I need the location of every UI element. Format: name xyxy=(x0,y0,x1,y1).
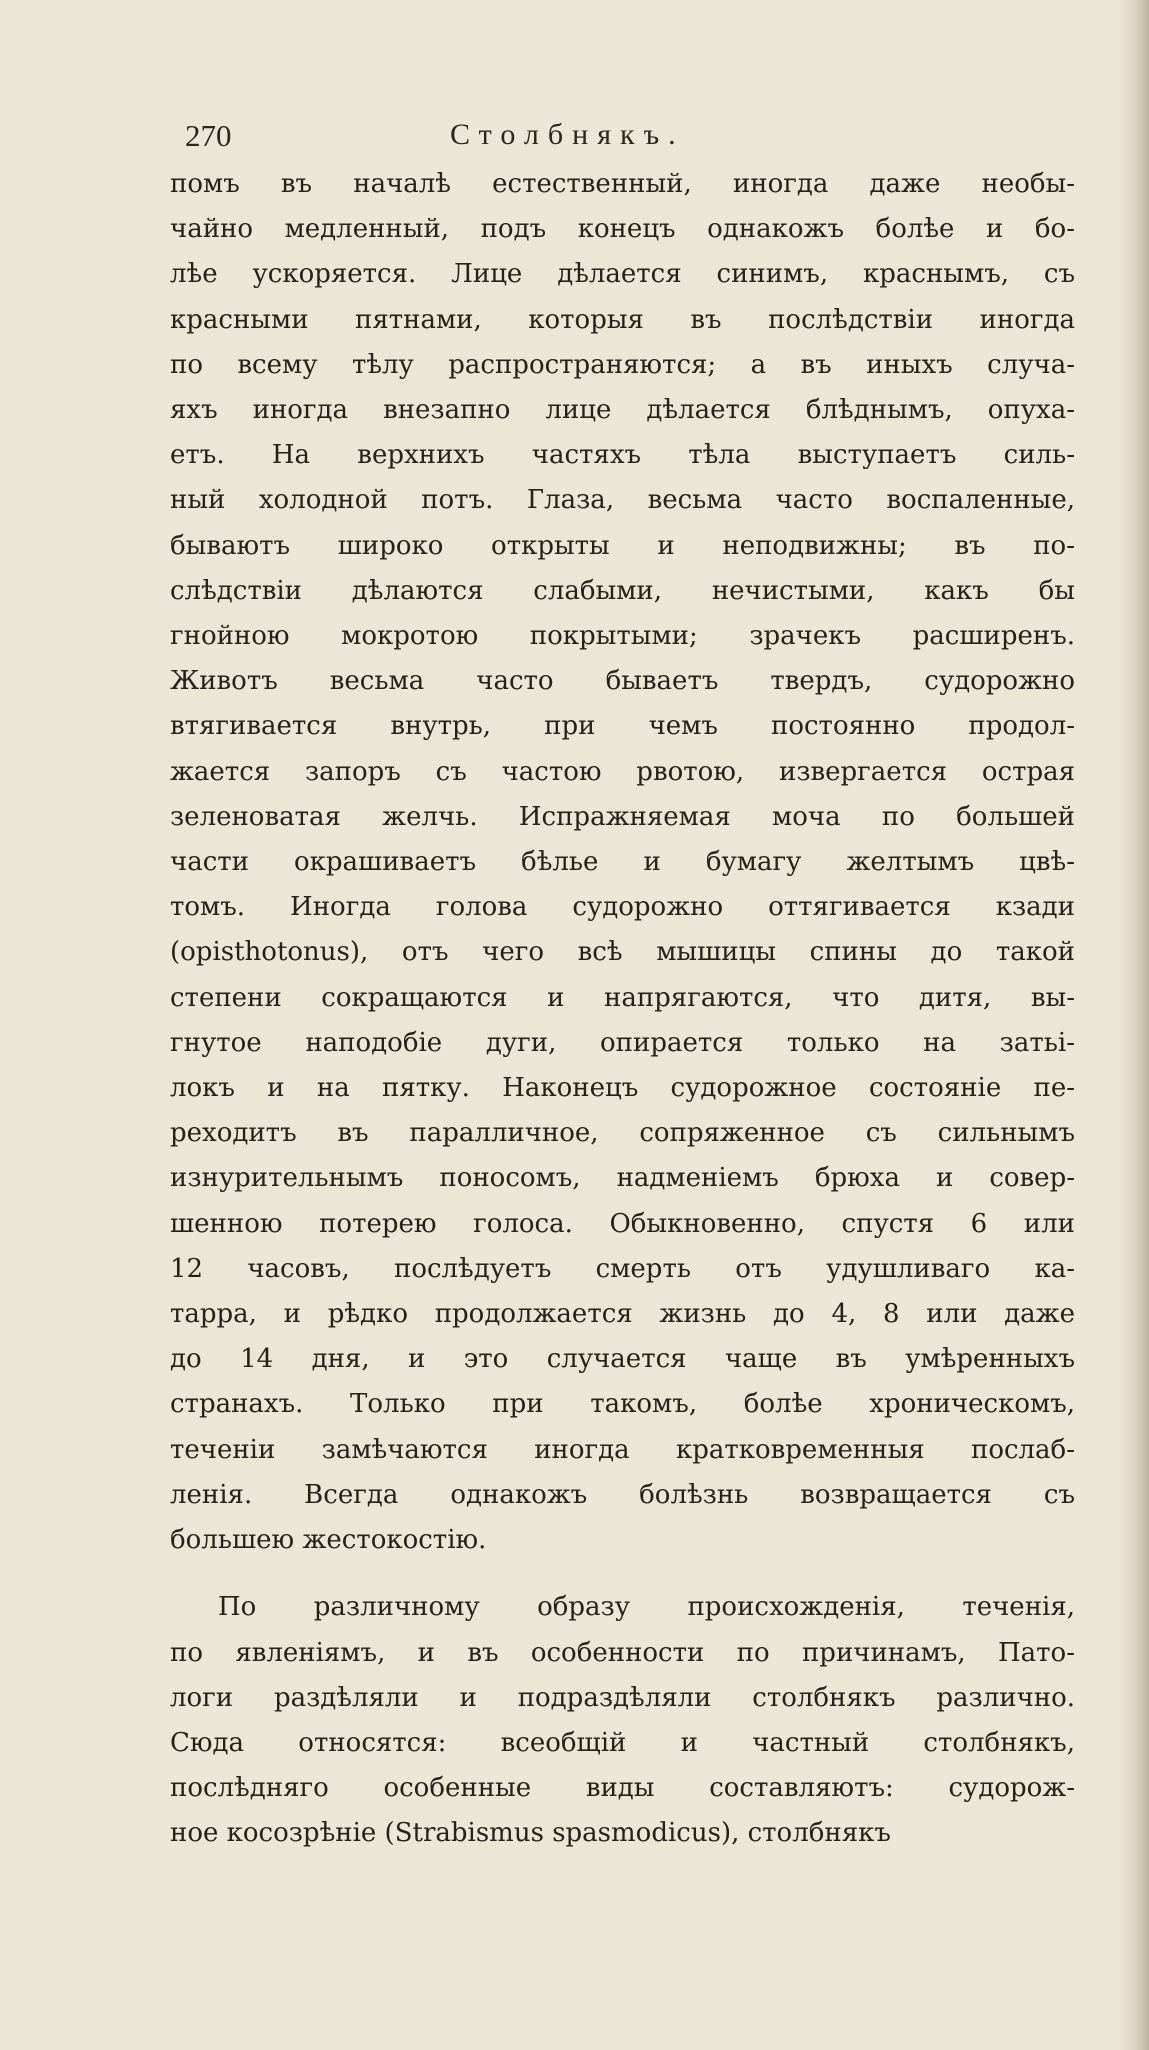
paragraph-1 xyxy=(170,162,1075,1563)
body-text xyxy=(170,162,1075,1857)
text-line: ленія. Всегда однакожъ болѣзнь возвращается съ xyxy=(170,1479,1075,1510)
text-line: слѣдствіи дѣлаются слабыми, нечистыми, какъ бы xyxy=(170,575,1075,606)
text-line: красными пятнами, которыя въ послѣдствіи иногда xyxy=(170,304,1075,335)
text-line: послѣдняго особенные виды составляютъ: судорож- xyxy=(170,1773,1075,1804)
text-line: етъ. На верхнихъ частяхъ тѣла выступаетъ силь- xyxy=(170,440,1075,471)
text-line: 12 часовъ, послѣдуетъ смерть отъ удушливаго ка- xyxy=(170,1253,1075,1284)
text-line: ное косозрѣніе (Strabismus spasmodicus), столбнякъ xyxy=(170,1818,891,1849)
text-line: теченіи замѣчаются иногда кратковременныя послаб- xyxy=(170,1434,1075,1465)
paragraph-2 xyxy=(170,1585,1075,1856)
text-line: (opisthotonus), отъ чего всѣ мышицы спины до такой xyxy=(170,937,1075,968)
page-number: 270 xyxy=(185,118,232,153)
text-line: зеленоватая желчь. Испражняемая моча по большей xyxy=(170,801,1075,832)
text-line: ный холодной потъ. Глаза, весьма часто воспаленные, xyxy=(170,485,1075,516)
text-line: бываютъ широко открыты и неподвижны; въ по- xyxy=(170,530,1075,561)
text-line: до 14 дня, и это случается чаще въ умѣренныхъ xyxy=(170,1344,1075,1375)
text-line: реходитъ въ паралличное, сопряженное съ сильнымъ xyxy=(170,1118,1075,1149)
text-line: гнойною мокротою покрытыми; зрачекъ расширенъ. xyxy=(170,621,1075,652)
text-line: большею жестокостію. xyxy=(170,1525,487,1556)
text-line: степени сокращаются и напрягаются, что дитя, вы- xyxy=(170,982,1075,1013)
text-line: странахъ. Только при такомъ, болѣе хроническомъ, xyxy=(170,1389,1075,1420)
text-line: по явленіямъ, и въ особенности по причинамъ, Пато- xyxy=(170,1637,1075,1668)
text-line: изнурительнымъ поносомъ, надменіемъ брюха и совер- xyxy=(170,1163,1075,1194)
text-line: яхъ иногда внезапно лице дѣлается блѣднымъ, опуха- xyxy=(170,395,1075,426)
text-line: тарра, и рѣдко продолжается жизнь до 4, 8 или даже xyxy=(170,1299,1075,1330)
text-line: гнутое наподобіе дуги, опирается только на затьі- xyxy=(170,1027,1075,1058)
text-line: логи раздѣляли и подраздѣляли столбнякъ различно. xyxy=(170,1682,1075,1713)
text-line: втягивается внутрь, при чемъ постоянно продол- xyxy=(170,711,1075,742)
text-line: части окрашиваетъ бѣлье и бумагу желтымъ цвѣ- xyxy=(170,847,1075,878)
running-title: Столбнякъ. xyxy=(450,118,685,151)
text-line: Сюда относятся: всеобщій и частный столбнякъ, xyxy=(170,1727,1075,1758)
text-line: чайно медленный, подъ конецъ однакожъ болѣе и бо- xyxy=(170,214,1075,245)
text-line: томъ. Иногда голова судорожно оттягивается кзади xyxy=(170,892,1075,923)
page-spine-shadow xyxy=(1119,0,1149,2050)
text-line: Животъ весьма часто бываетъ твердъ, судорожно xyxy=(170,666,1075,697)
text-line: По различному образу происхожденія, теченія, xyxy=(218,1592,1075,1623)
text-line: локъ и на пятку. Наконецъ судорожное состояніе пе- xyxy=(170,1073,1075,1104)
text-line: шенною потерею голоса. Обыкновенно, спустя 6 или xyxy=(170,1208,1075,1239)
text-line: по всему тѣлу распространяются; а въ иныхъ случа- xyxy=(170,349,1075,380)
text-line: лѣе ускоряется. Лице дѣлается синимъ, краснымъ, съ xyxy=(170,259,1075,290)
page-header xyxy=(185,118,990,168)
text-line: жается запоръ съ частою рвотою, извергается острая xyxy=(170,756,1075,787)
text-line: помъ въ началѣ естественный, иногда даже необы- xyxy=(170,169,1075,199)
